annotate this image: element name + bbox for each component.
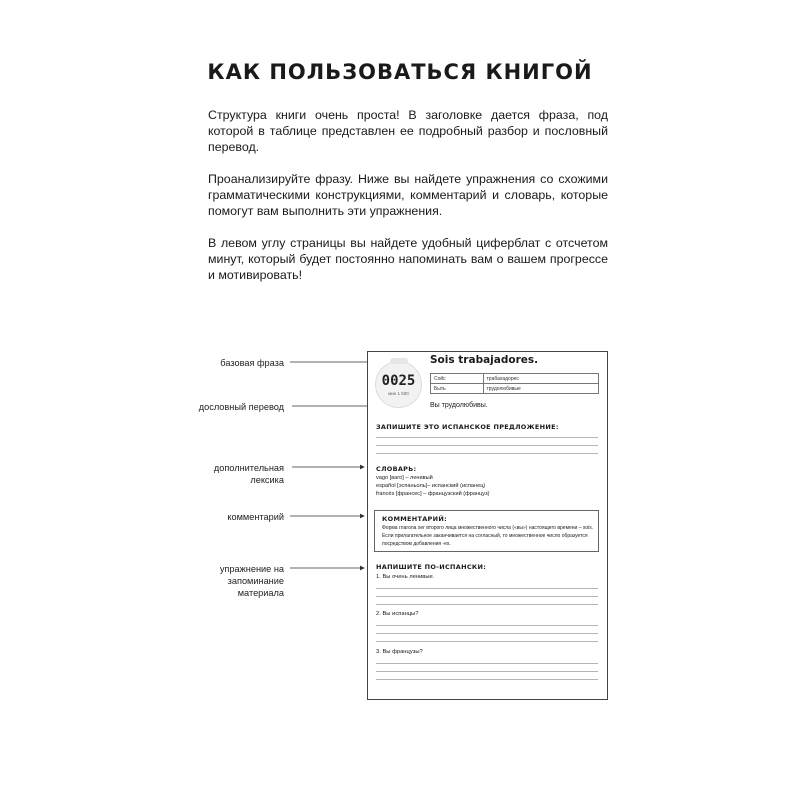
intro-paragraph: Проанализируйте фразу. Ниже вы найдете упражнения со схожими грамматическими конструкциями, комментарий и словарь, которые помогут вам выполнить эти упражнения. (208, 172, 608, 218)
writing-line (376, 625, 598, 626)
exercise-item: 1. Вы очень ленивые. (376, 574, 435, 580)
vocab-item: vago [ваго] – ленивый (376, 475, 433, 481)
base-phrase: Sois trabajadores. (430, 354, 539, 366)
table-cell: трудолюбивые (483, 384, 598, 394)
vocab-list (376, 474, 490, 498)
writing-line (376, 671, 598, 672)
label-comment: комментарий (227, 512, 284, 522)
writing-line (376, 596, 598, 597)
vocab-heading: СЛОВАРЬ: (376, 465, 417, 473)
timer-caption: мин 1 500 (388, 391, 409, 396)
literal-translation: Вы трудолюбивы. (430, 402, 488, 409)
write-heading: ЗАПИШИТЕ ЭТО ИСПАНСКОЕ ПРЕДЛОЖЕНИЕ: (376, 423, 559, 431)
comment-heading: КОММЕНТАРИЙ: (382, 515, 447, 523)
writing-line (376, 588, 598, 589)
word-table (430, 373, 599, 394)
label-base-phrase: базовая фраза (220, 358, 284, 368)
vocab-item: español [эспаньоль]– испанский (испанец) (376, 483, 486, 489)
intro-paragraph: В левом углу страницы вы найдете удобный циферблат с отсчетом минут, который будет постоянно напоминать вам о вашем прогрессе и мотивировать! (208, 236, 608, 282)
sample-page (367, 351, 608, 700)
vocab-item: francés [франсес] – французский (француз) (376, 491, 490, 497)
writing-line (376, 633, 598, 634)
writing-line (376, 604, 598, 605)
label-literal-translation: дословный перевод (198, 402, 284, 412)
table-cell: Сойс (431, 374, 484, 384)
table-cell: Быть (431, 384, 484, 394)
writing-line (376, 641, 598, 642)
intro-paragraph: Структура книги очень проста! В заголовке дается фраза, под которой в таблице представлен ее подробный разбор и пословный перевод. (208, 108, 608, 154)
page-title: КАК ПОЛЬЗОВАТЬСЯ КНИГОЙ (207, 60, 593, 84)
table-cell: трабахадорес (483, 374, 598, 384)
exercise-item: 3. Вы французы? (376, 649, 423, 655)
timer-dial (375, 361, 422, 408)
timer-tab (390, 358, 408, 364)
writing-line (376, 445, 598, 446)
label-exercise: упражнение на запоминание материала (219, 564, 284, 598)
table-row (431, 374, 599, 384)
exercise-item: 2. Вы испанцы? (376, 611, 419, 617)
writing-line (376, 437, 598, 438)
timer-digits: 0025 (381, 373, 416, 389)
writing-line (376, 663, 598, 664)
table-row (431, 384, 599, 394)
label-extra-vocab: дополнительная лексика (213, 463, 284, 485)
comment-text: Форма глагола ser второго лица множественного числа («вы») настоящего времени – sois. Если прилагательное заканчивается на согласный, то множественное число образуется посредством добавления -es. (382, 525, 594, 547)
exercise-heading: НАПИШИТЕ ПО-ИСПАНСКИ: (376, 563, 487, 571)
writing-line (376, 679, 598, 680)
comment-box (374, 510, 599, 552)
writing-line (376, 453, 598, 454)
